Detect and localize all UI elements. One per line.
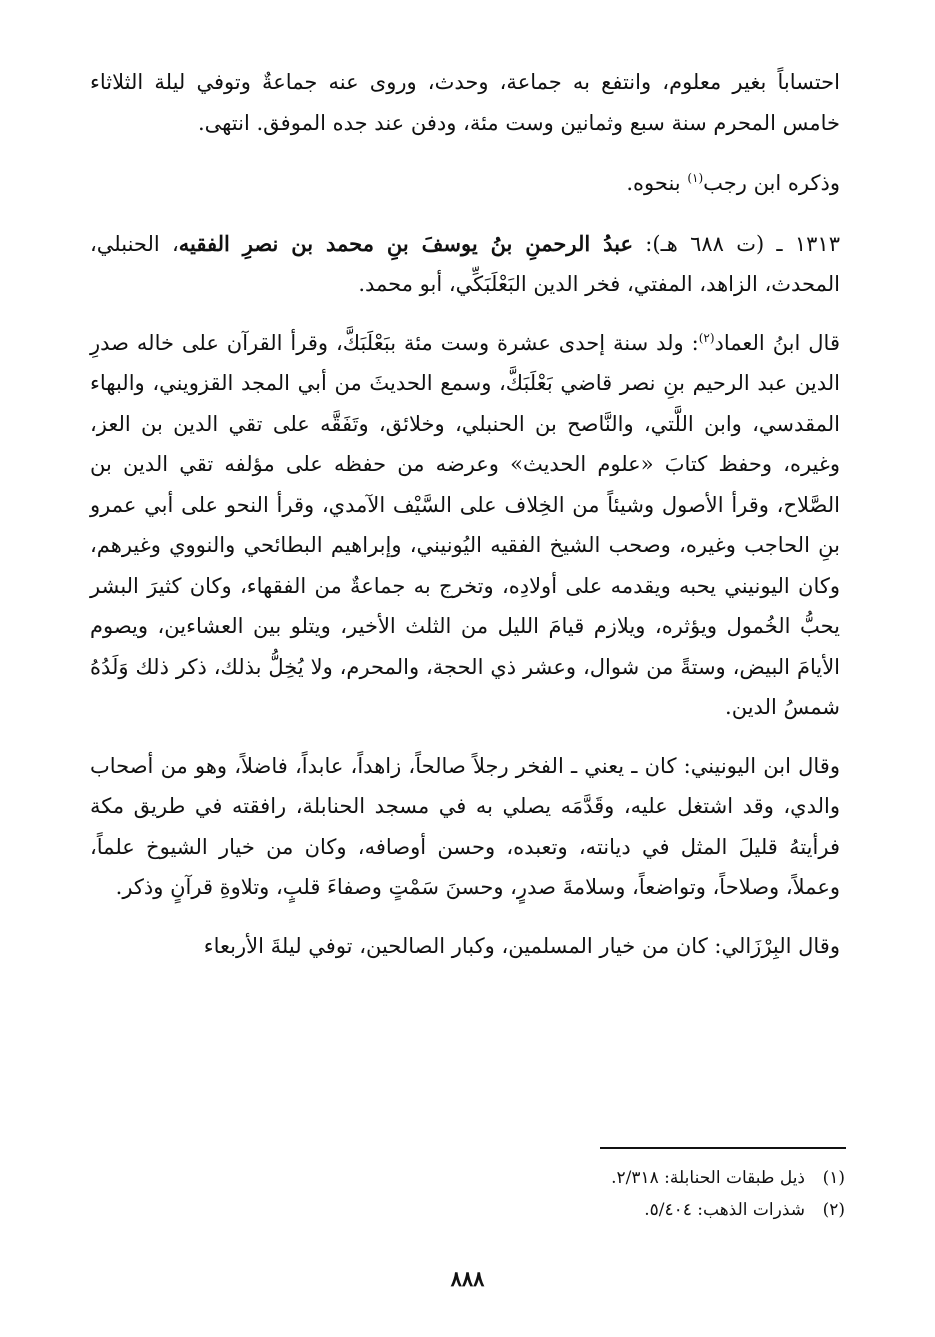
entry-heading xyxy=(90,224,840,305)
entry-titles: ، الحنبلي، المحدث، الزاهد، المفتي، فخر الدين البَعْلَبَكِّي، أبو محمد. xyxy=(90,231,840,296)
entry-name: عبدُ الرحمنِ بنُ يوسفَ بنِ محمد بن نصرِ الفقيه xyxy=(178,230,634,256)
footnote-reference-2: (٢) xyxy=(698,330,715,345)
footnote-text: ذيل طبقات الحنابلة: ٢/٣١٨. xyxy=(611,1168,805,1188)
paragraph-ibn-al-yunini: وقال ابن اليونيني: كان ـ يعني ـ الفخر رجلاً صالحاً، زاهداً، عابداً، فاضلاً، وهو من أصحاب والدي، وقد اشتغل عليه، وقَدَّمَه يصلي به في مسجد الحنابلة، رافقته في طريق مكة فرأيتهُ قليلَ المثل في ديانته، وتعبده، وحسن أوصافه، وكان من خيار الشيوخ علماً، وعملاً، وصلاحاً، وتواضعاً، وسلامةَ صدرٍ، وحسنَ سَمْتٍ وصفاءَ قلبٍ، وتلاوةِ قرآنٍ وذكر. xyxy=(90,753,840,899)
footnote-number: (٢) xyxy=(822,1200,845,1220)
paragraph-continuation: احتساباً بغير معلوم، وانتفع به جماعة، وحدث، وروى عنه جماعةٌ وتوفي ليلة الثلاثاء خامس المحرم سنة سبع وثمانين وست مئة، ودفن عند جده الموفق. انتهى. xyxy=(90,70,840,135)
page-number: ٨٨٨ xyxy=(450,1266,485,1291)
paragraph-ibn-al-imad-intro: قال ابنُ العماد xyxy=(714,330,840,355)
footnote-2 xyxy=(400,1194,845,1226)
footnote-number: (١) xyxy=(822,1168,845,1188)
paragraph-ibn-rajab-tail: بنحوه. xyxy=(626,171,688,195)
paragraph-al-birzali: وقال البِرْزَالي: كان من خيار المسلمين، وكبار الصالحين، توفي ليلةَ الأربعاء xyxy=(203,933,840,958)
paragraph-ibn-rajab xyxy=(90,163,840,204)
paragraph-ibn-al-imad-text: : ولد سنة إحدى عشرة وست مئة ببَعْلَبَكَّ، وقرأ القرآن على خاله صدرِ الدين عبد الرحيم بنِ نصر قاضي بَعْلَبَكَّ، وسمع الحديثَ من أبي المجد القزويني، والبهاء المقدسي، وابن اللَّتي، والنَّاصح بن الحنبلي، وخلائق، وتَفَقَّه على تقي الدين بن العز، وغيره، وحفظ كتابَ «علوم الحديث» وعرضه من حفظه على مؤلفه تقي الدين بن الصَّلاح، وقرأ الأصول وشيئاً من الخِلاف على السَّيْف الآمدي، وقرأ النحو على أبي عمرو بنِ الحاجب وغيره، وصحب الشيخ الفقيه اليُونيني، وإبراهيم البطائحي والنووي وغيرهم، وكان اليونيني يحبه ويقدمه على أولادِه، وتخرج به جماعةٌ من الفقهاء، وكان كثيرَ البشر يحبُّ الخُمول ويؤثره، ويلازم قيامَ الليل من الثلث الأخير، ويتلو بين العشاءين، ويصوم الأيامَ البيض، وستةً من شوال، وعشر ذي الحجة، والمحرم، ولا يُخِلُّ بذلك، ذكر ذلك وَلَدُهُ شمسُ الدين. xyxy=(90,330,840,719)
paragraph-ibn-rajab-text: وذكره ابن رجب xyxy=(703,171,840,195)
paragraph-ibn-al-imad xyxy=(90,323,840,728)
entry-date: (ت ٦٨٨ هـ): xyxy=(633,231,765,256)
footnote-divider xyxy=(600,1147,846,1149)
footnote-reference-1: (١) xyxy=(687,171,704,185)
footnote-1 xyxy=(400,1162,845,1194)
footnote-text: شذرات الذهب: ٥/٤٠٤. xyxy=(644,1200,805,1220)
page-body xyxy=(90,62,840,966)
footnotes xyxy=(400,1162,845,1226)
entry-number: ١٣١٣ ـ xyxy=(764,231,840,256)
